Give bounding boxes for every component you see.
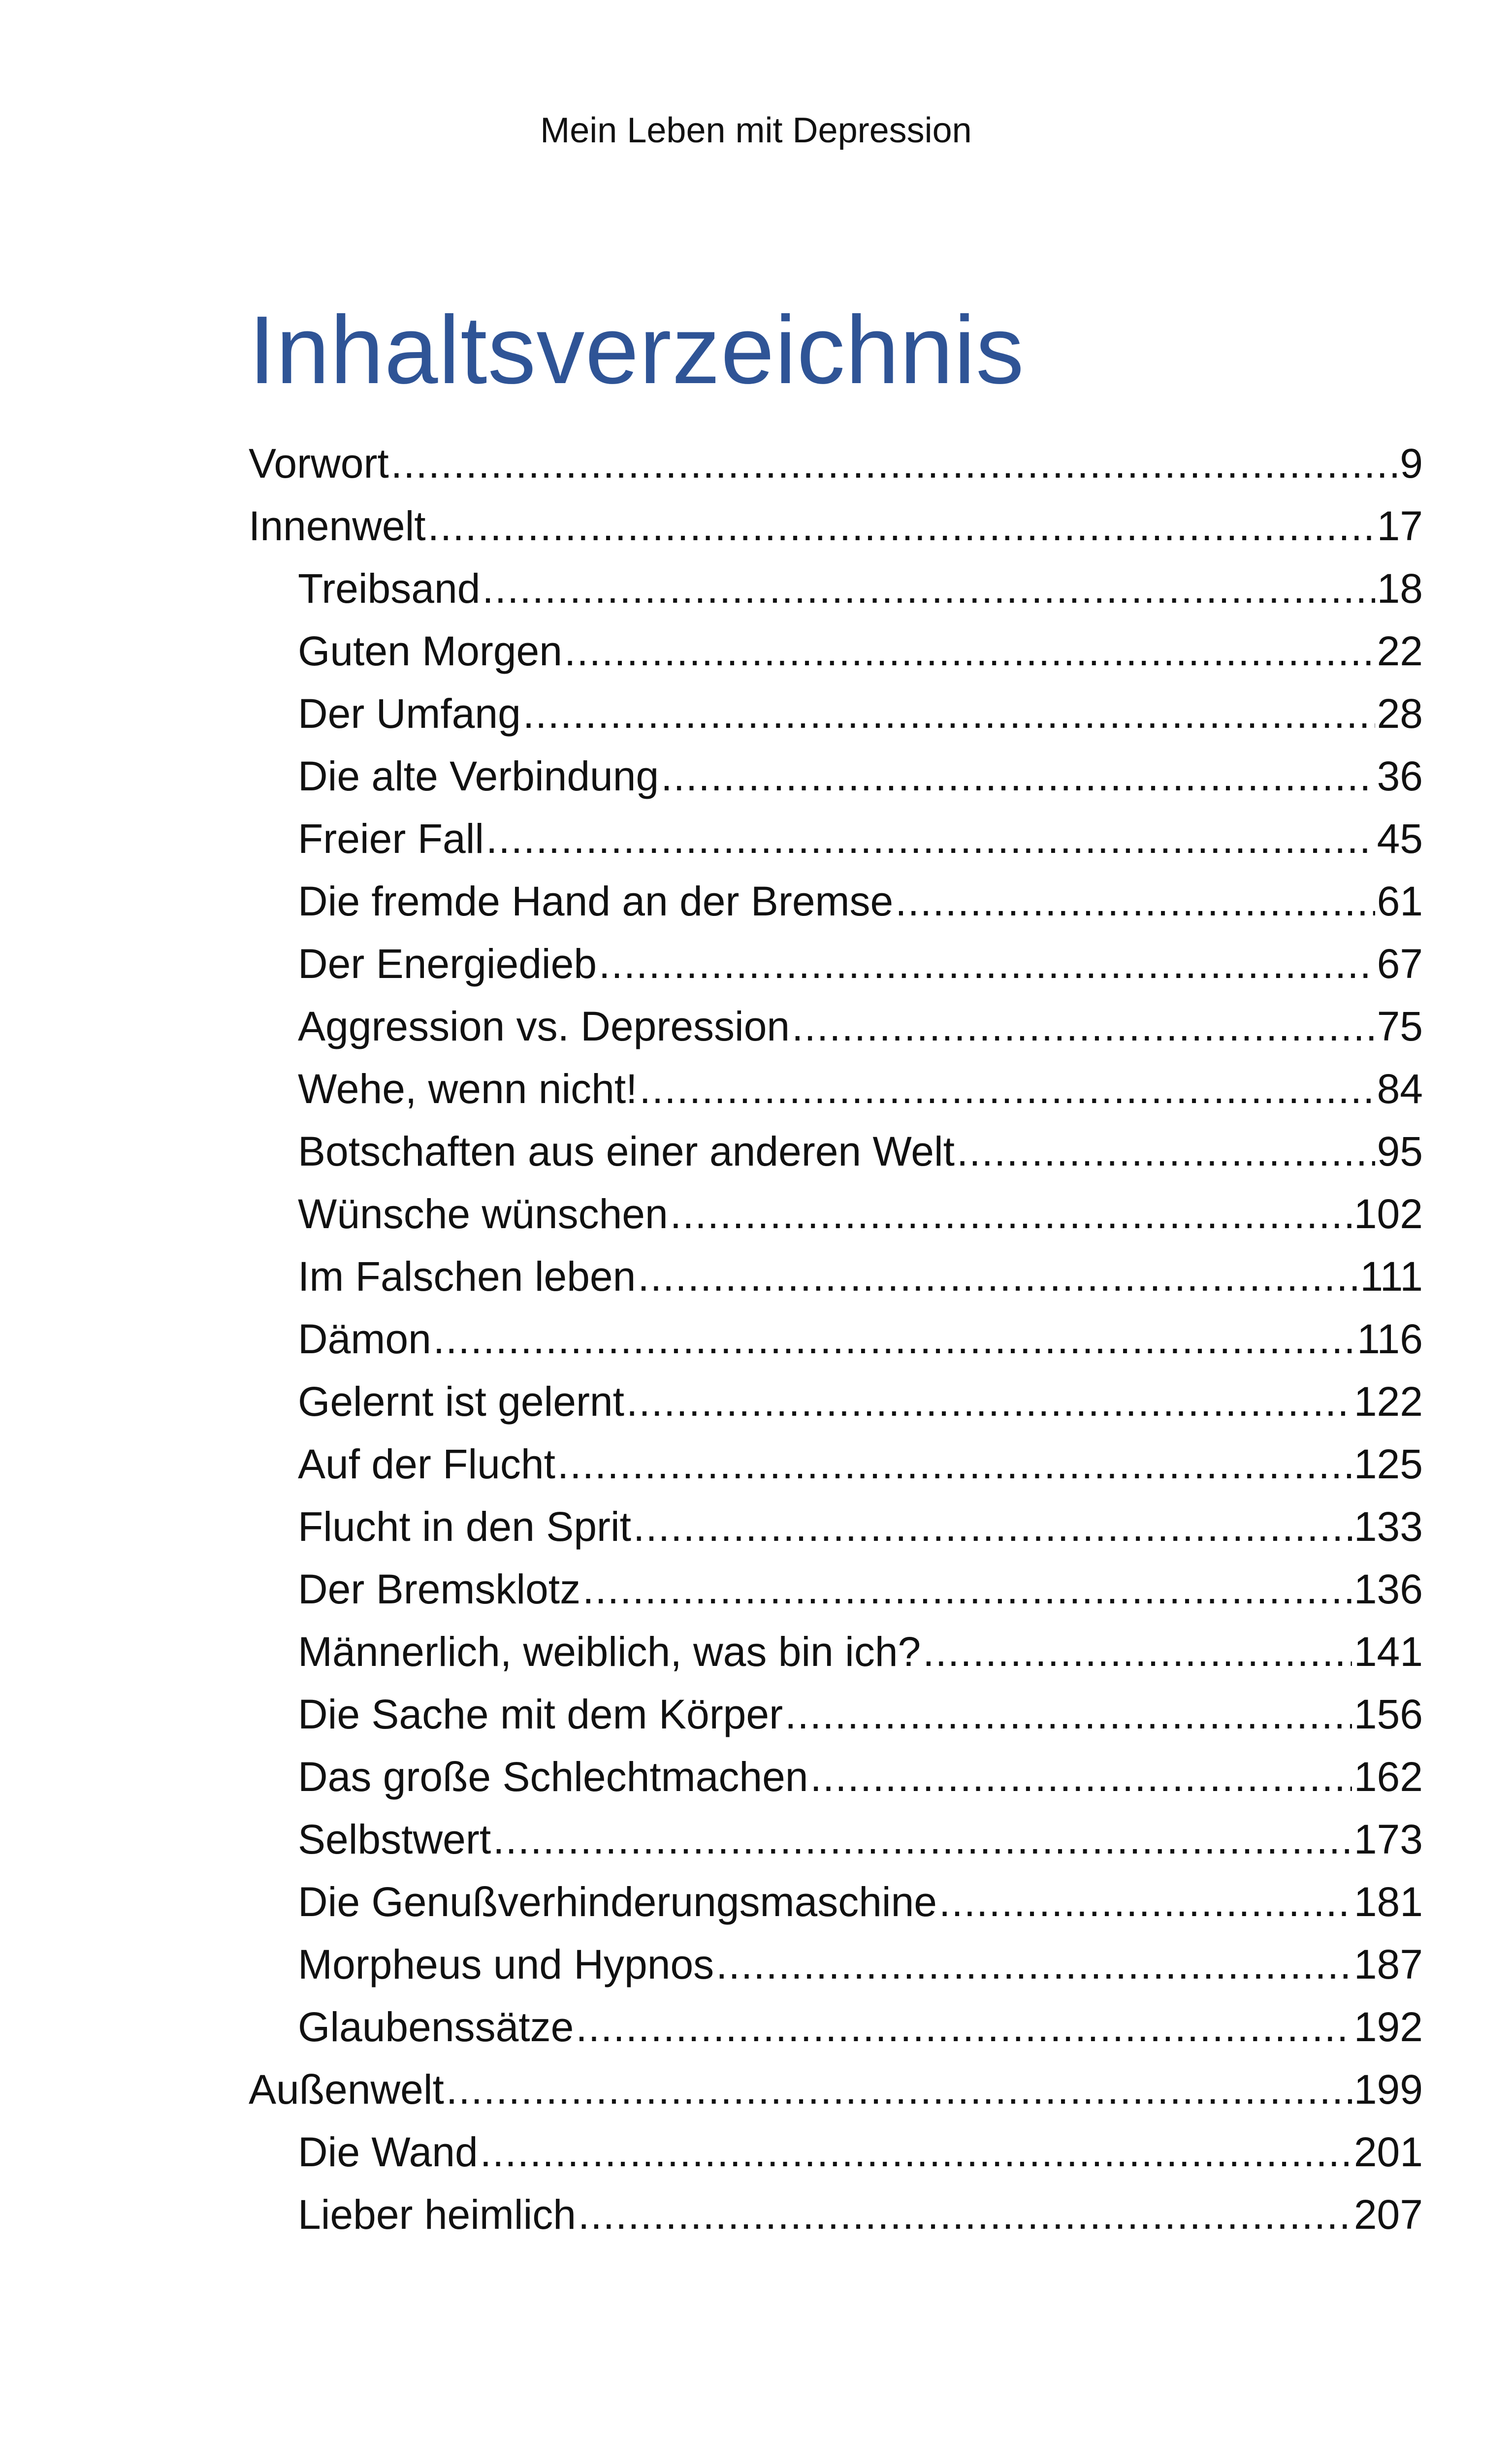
toc-entry-page-number: 22 — [1377, 628, 1423, 674]
toc-entry-page-number: 141 — [1353, 1629, 1423, 1675]
toc-entry[interactable] — [249, 1746, 1423, 1808]
toc-entry-page-number: 125 — [1353, 1441, 1423, 1487]
toc-entry-page-number: 95 — [1377, 1128, 1423, 1174]
toc-dot-leader — [810, 1746, 1352, 1808]
toc-entry[interactable] — [249, 1996, 1423, 2058]
toc-entry[interactable] — [249, 1183, 1423, 1245]
toc-entry-page-number: 156 — [1353, 1691, 1423, 1737]
toc-dot-leader — [716, 1933, 1352, 1996]
toc-entry-label: Innenwelt — [249, 503, 426, 549]
toc-entry-page-number: 192 — [1353, 2004, 1423, 2050]
toc-dot-leader — [564, 620, 1375, 683]
toc-entry-label: Selbstwert — [298, 1816, 491, 1862]
toc-entry-page-number: 28 — [1377, 690, 1423, 737]
toc-entry[interactable] — [249, 1058, 1423, 1120]
toc-entry[interactable] — [249, 620, 1423, 683]
toc-entry-page-number: 36 — [1377, 753, 1423, 799]
toc-entry-label: Die Genußverhinderungsmaschine — [298, 1879, 937, 1925]
toc-dot-leader — [785, 1683, 1352, 1746]
toc-dot-leader — [523, 683, 1375, 745]
toc-entry[interactable] — [249, 1496, 1423, 1558]
toc-dot-leader — [578, 2183, 1352, 2246]
toc-entry-label: Auf der Flucht — [298, 1441, 555, 1487]
toc-entry[interactable] — [249, 1245, 1423, 1308]
toc-entry-label: Vorwort — [249, 440, 389, 487]
toc-entry-page-number: 187 — [1353, 1941, 1423, 1987]
toc-dot-leader — [661, 745, 1375, 808]
toc-entry[interactable] — [249, 495, 1423, 557]
toc-entry-label: Die Sache mit dem Körper — [298, 1691, 783, 1737]
toc-entry-page-number: 17 — [1377, 503, 1423, 549]
toc-entry[interactable] — [249, 432, 1423, 495]
toc-entry[interactable] — [249, 1370, 1423, 1433]
toc-entry-page-number: 18 — [1377, 565, 1423, 612]
toc-dot-leader — [923, 1621, 1352, 1683]
toc-entry[interactable] — [249, 1808, 1423, 1871]
toc-entry-page-number: 102 — [1353, 1191, 1423, 1237]
toc-entry[interactable] — [249, 1871, 1423, 1933]
toc-dot-leader — [640, 1058, 1375, 1120]
toc-entry-label: Gelernt ist gelernt — [298, 1378, 624, 1425]
toc-entry-page-number: 162 — [1353, 1754, 1423, 1800]
running-header: Mein Leben mit Depression — [540, 111, 972, 150]
toc-entry-label: Lieber heimlich — [298, 2191, 576, 2238]
toc-dot-leader — [493, 1808, 1352, 1871]
toc-entry-label: Im Falschen leben — [298, 1253, 636, 1300]
toc-dot-leader — [576, 1996, 1351, 2058]
toc-dot-leader — [482, 557, 1375, 620]
toc-entry-label: Die fremde Hand an der Bremse — [298, 878, 894, 924]
toc-dot-leader — [939, 1871, 1352, 1933]
toc-entry-label: Wünsche wünschen — [298, 1191, 668, 1237]
toc-entry-label: Der Umfang — [298, 690, 521, 737]
page-title: Inhaltsverzeichnis — [249, 296, 1025, 404]
toc-dot-leader — [792, 995, 1375, 1058]
toc-entry-label: Männerlich, weiblich, was bin ich? — [298, 1629, 921, 1675]
toc-dot-leader — [633, 1496, 1352, 1558]
toc-dot-leader — [599, 933, 1375, 995]
toc-entry-label: Die Wand — [298, 2129, 478, 2175]
toc-entry-label: Guten Morgen — [298, 628, 562, 674]
toc-entry-page-number: 67 — [1377, 941, 1423, 987]
toc-entry-page-number: 181 — [1353, 1879, 1423, 1925]
toc-entry[interactable] — [249, 745, 1423, 808]
toc-entry-page-number: 84 — [1377, 1066, 1423, 1112]
toc-dot-leader — [433, 1308, 1355, 1370]
toc-entry-label: Wehe, wenn nicht! — [298, 1066, 638, 1112]
toc-entry[interactable] — [249, 933, 1423, 995]
toc-entry-label: Freier Fall — [298, 815, 484, 862]
toc-entry-label: Flucht in den Sprit — [298, 1503, 632, 1550]
toc-dot-leader — [446, 2058, 1352, 2121]
toc-entry-page-number: 136 — [1353, 1566, 1423, 1612]
toc-entry[interactable] — [249, 683, 1423, 745]
toc-entry[interactable] — [249, 2121, 1423, 2183]
toc-entry-label: Der Bremsklotz — [298, 1566, 581, 1612]
toc-dot-leader — [428, 495, 1375, 557]
toc-dot-leader — [486, 808, 1375, 870]
toc-entry[interactable] — [249, 557, 1423, 620]
toc-entry[interactable] — [249, 995, 1423, 1058]
toc-entry-label: Dämon — [298, 1316, 431, 1362]
toc-dot-leader — [895, 870, 1375, 933]
toc-entry-page-number: 199 — [1353, 2066, 1423, 2113]
toc-entry-label: Treibsand — [298, 565, 481, 612]
toc-entry-page-number: 61 — [1377, 878, 1423, 924]
toc-entry[interactable] — [249, 808, 1423, 870]
toc-entry-page-number: 45 — [1377, 815, 1423, 862]
toc-entry[interactable] — [249, 2058, 1423, 2121]
toc-entry-label: Aggression vs. Depression — [298, 1003, 790, 1049]
toc-entry-page-number: 116 — [1357, 1316, 1423, 1362]
toc-entry-label: Der Energiedieb — [298, 941, 597, 987]
toc-entry[interactable] — [249, 1683, 1423, 1746]
toc-dot-leader — [582, 1558, 1352, 1621]
toc-entry-label: Glaubenssätze — [298, 2004, 574, 2050]
toc-entry-page-number: 133 — [1353, 1503, 1423, 1550]
toc-entry-page-number: 173 — [1353, 1816, 1423, 1862]
toc-dot-leader — [957, 1120, 1375, 1183]
toc-entry-label: Morpheus und Hypnos — [298, 1941, 714, 1987]
toc-dot-leader — [670, 1183, 1352, 1245]
toc-entry-label: Das große Schlechtmachen — [298, 1754, 808, 1800]
toc-dot-leader — [391, 432, 1398, 495]
toc-dot-leader — [626, 1370, 1352, 1433]
toc-entry[interactable] — [249, 1621, 1423, 1683]
toc-entry[interactable] — [249, 870, 1423, 933]
toc-entry-label: Die alte Verbindung — [298, 753, 659, 799]
toc-entry-page-number: 201 — [1353, 2129, 1423, 2175]
table-of-contents — [249, 432, 1423, 2246]
toc-dot-leader — [557, 1433, 1352, 1496]
toc-entry[interactable] — [249, 1433, 1423, 1496]
toc-entry-page-number: 75 — [1377, 1003, 1423, 1049]
toc-entry-page-number: 207 — [1353, 2191, 1423, 2238]
toc-entry[interactable] — [249, 1558, 1423, 1621]
toc-entry[interactable] — [249, 1308, 1423, 1370]
toc-entry-page-number: 9 — [1400, 440, 1423, 487]
toc-entry[interactable] — [249, 1933, 1423, 1996]
toc-entry-label: Botschaften aus einer anderen Welt — [298, 1128, 955, 1174]
toc-entry[interactable] — [249, 2183, 1423, 2246]
toc-dot-leader — [638, 1245, 1358, 1308]
toc-entry-page-number: 122 — [1353, 1378, 1423, 1425]
toc-entry-label: Außenwelt — [249, 2066, 444, 2113]
toc-dot-leader — [480, 2121, 1352, 2183]
toc-entry-page-number: 111 — [1360, 1253, 1423, 1300]
toc-entry[interactable] — [249, 1120, 1423, 1183]
